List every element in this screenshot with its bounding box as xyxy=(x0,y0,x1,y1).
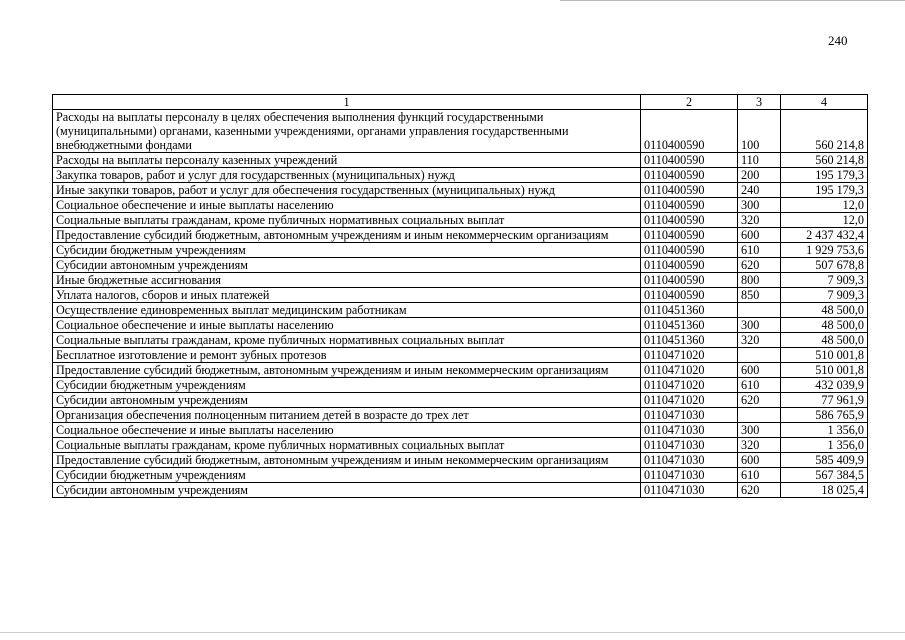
row-expense-type xyxy=(738,408,781,423)
row-target-code: 0110471030 xyxy=(641,438,738,453)
header-col-1: 1 xyxy=(53,95,641,110)
row-name: Социальные выплаты гражданам, кроме публичных нормативных социальных выплат xyxy=(53,333,641,348)
scan-artifact-bottom xyxy=(0,632,905,633)
table-row xyxy=(53,273,868,288)
row-name: Субсидии автономным учреждениям xyxy=(53,258,641,273)
row-expense-type: 600 xyxy=(738,228,781,243)
table-body xyxy=(53,110,868,498)
row-target-code: 0110400590 xyxy=(641,168,738,183)
row-name: Предоставление субсидий бюджетным, автономным учреждениям и иным некоммерческим организациям xyxy=(53,363,641,378)
row-name: Субсидии бюджетным учреждениям xyxy=(53,468,641,483)
table-row xyxy=(53,110,868,153)
table-row xyxy=(53,168,868,183)
table-row xyxy=(53,198,868,213)
row-expense-type: 620 xyxy=(738,393,781,408)
row-amount: 48 500,0 xyxy=(781,318,868,333)
table-row xyxy=(53,228,868,243)
row-amount: 585 409,9 xyxy=(781,453,868,468)
row-name: Уплата налогов, сборов и иных платежей xyxy=(53,288,641,303)
table-row xyxy=(53,213,868,228)
row-name: Иные закупки товаров, работ и услуг для обеспечения государственных (муниципальных) нужд xyxy=(53,183,641,198)
row-target-code: 0110471020 xyxy=(641,393,738,408)
row-expense-type: 600 xyxy=(738,363,781,378)
row-amount: 1 929 753,6 xyxy=(781,243,868,258)
table-row xyxy=(53,363,868,378)
row-amount: 586 765,9 xyxy=(781,408,868,423)
row-expense-type: 600 xyxy=(738,453,781,468)
row-name: Расходы на выплаты персоналу в целях обеспечения выполнения функций государственными (муниципальными) органами, казенными учреждениями, органами управления государственными внебюджетными фондами xyxy=(53,110,641,153)
row-name: Субсидии автономным учреждениям xyxy=(53,393,641,408)
row-target-code: 0110400590 xyxy=(641,288,738,303)
row-name: Социальное обеспечение и иные выплаты населению xyxy=(53,198,641,213)
row-amount: 12,0 xyxy=(781,213,868,228)
row-name: Бесплатное изготовление и ремонт зубных протезов xyxy=(53,348,641,363)
row-target-code: 0110400590 xyxy=(641,273,738,288)
row-expense-type: 320 xyxy=(738,213,781,228)
header-col-4: 4 xyxy=(781,95,868,110)
row-expense-type: 850 xyxy=(738,288,781,303)
row-name: Организация обеспечения полноценным питанием детей в возрасте до трех лет xyxy=(53,408,641,423)
table-row xyxy=(53,348,868,363)
table-row xyxy=(53,453,868,468)
row-amount: 12,0 xyxy=(781,198,868,213)
row-expense-type: 620 xyxy=(738,483,781,498)
row-amount: 567 384,5 xyxy=(781,468,868,483)
row-target-code: 0110400590 xyxy=(641,198,738,213)
row-target-code: 0110400590 xyxy=(641,228,738,243)
row-expense-type: 300 xyxy=(738,198,781,213)
header-col-2: 2 xyxy=(641,95,738,110)
row-name: Субсидии бюджетным учреждениям xyxy=(53,243,641,258)
row-name: Иные бюджетные ассигнования xyxy=(53,273,641,288)
row-amount: 77 961,9 xyxy=(781,393,868,408)
row-amount: 1 356,0 xyxy=(781,423,868,438)
table-row xyxy=(53,408,868,423)
row-expense-type: 620 xyxy=(738,258,781,273)
row-amount: 560 214,8 xyxy=(781,110,868,153)
row-amount: 510 001,8 xyxy=(781,363,868,378)
table-row xyxy=(53,333,868,348)
row-expense-type: 240 xyxy=(738,183,781,198)
table-row xyxy=(53,303,868,318)
row-expense-type: 610 xyxy=(738,243,781,258)
row-expense-type: 110 xyxy=(738,153,781,168)
row-expense-type: 800 xyxy=(738,273,781,288)
row-target-code: 0110471030 xyxy=(641,453,738,468)
row-target-code: 0110400590 xyxy=(641,110,738,153)
row-name: Социальные выплаты гражданам, кроме публичных нормативных социальных выплат xyxy=(53,438,641,453)
row-target-code: 0110471020 xyxy=(641,378,738,393)
row-name: Субсидии бюджетным учреждениям xyxy=(53,378,641,393)
budget-table xyxy=(52,94,868,498)
table-row xyxy=(53,183,868,198)
table-row xyxy=(53,483,868,498)
row-expense-type: 320 xyxy=(738,333,781,348)
table-row xyxy=(53,378,868,393)
row-target-code: 0110451360 xyxy=(641,333,738,348)
row-target-code: 0110451360 xyxy=(641,318,738,333)
page-number: 240 xyxy=(828,33,848,48)
header-col-3: 3 xyxy=(738,95,781,110)
row-target-code: 0110471030 xyxy=(641,408,738,423)
row-name: Субсидии автономным учреждениям xyxy=(53,483,641,498)
row-amount: 7 909,3 xyxy=(781,288,868,303)
row-expense-type: 610 xyxy=(738,378,781,393)
scan-artifact-top xyxy=(560,0,905,1)
row-amount: 560 214,8 xyxy=(781,153,868,168)
row-expense-type xyxy=(738,348,781,363)
table-row xyxy=(53,288,868,303)
row-expense-type: 610 xyxy=(738,468,781,483)
row-target-code: 0110400590 xyxy=(641,213,738,228)
row-target-code: 0110471030 xyxy=(641,483,738,498)
header-row xyxy=(53,95,868,110)
row-target-code: 0110471020 xyxy=(641,348,738,363)
row-expense-type xyxy=(738,303,781,318)
row-amount: 507 678,8 xyxy=(781,258,868,273)
row-name: Расходы на выплаты персоналу казенных учреждений xyxy=(53,153,641,168)
table-header xyxy=(53,95,868,110)
table-row xyxy=(53,393,868,408)
row-expense-type: 300 xyxy=(738,423,781,438)
row-amount: 7 909,3 xyxy=(781,273,868,288)
row-amount: 195 179,3 xyxy=(781,183,868,198)
row-target-code: 0110451360 xyxy=(641,303,738,318)
row-target-code: 0110400590 xyxy=(641,183,738,198)
row-name: Предоставление субсидий бюджетным, автономным учреждениям и иным некоммерческим организациям xyxy=(53,228,641,243)
row-target-code: 0110471030 xyxy=(641,468,738,483)
table-row xyxy=(53,423,868,438)
table-row xyxy=(53,153,868,168)
row-name: Социальное обеспечение и иные выплаты населению xyxy=(53,423,641,438)
row-expense-type: 200 xyxy=(738,168,781,183)
row-name: Социальные выплаты гражданам, кроме публичных нормативных социальных выплат xyxy=(53,213,641,228)
table-row xyxy=(53,243,868,258)
table-row xyxy=(53,438,868,453)
row-target-code: 0110471020 xyxy=(641,363,738,378)
row-amount: 48 500,0 xyxy=(781,333,868,348)
row-amount: 432 039,9 xyxy=(781,378,868,393)
row-amount: 2 437 432,4 xyxy=(781,228,868,243)
row-target-code: 0110400590 xyxy=(641,258,738,273)
row-expense-type: 300 xyxy=(738,318,781,333)
row-name: Предоставление субсидий бюджетным, автономным учреждениям и иным некоммерческим организациям xyxy=(53,453,641,468)
row-amount: 48 500,0 xyxy=(781,303,868,318)
row-name: Социальное обеспечение и иные выплаты населению xyxy=(53,318,641,333)
row-amount: 195 179,3 xyxy=(781,168,868,183)
table-row xyxy=(53,318,868,333)
row-expense-type: 100 xyxy=(738,110,781,153)
row-amount: 18 025,4 xyxy=(781,483,868,498)
row-target-code: 0110400590 xyxy=(641,153,738,168)
row-target-code: 0110400590 xyxy=(641,243,738,258)
row-expense-type: 320 xyxy=(738,438,781,453)
table-row xyxy=(53,468,868,483)
row-name: Закупка товаров, работ и услуг для государственных (муниципальных) нужд xyxy=(53,168,641,183)
row-amount: 1 356,0 xyxy=(781,438,868,453)
row-amount: 510 001,8 xyxy=(781,348,868,363)
row-target-code: 0110471030 xyxy=(641,423,738,438)
table-row xyxy=(53,258,868,273)
row-name: Осуществление единовременных выплат медицинским работникам xyxy=(53,303,641,318)
